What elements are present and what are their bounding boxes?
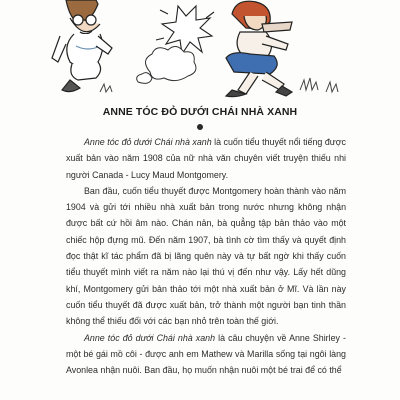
grass-tufts [100,78,338,92]
italic-book-title: Anne tóc đỏ dưới Chái nhà xanh [84,137,212,147]
chapter-title: ANNE TÓC ĐỎ DƯỚI CHÁI NHÀ XANH [102,106,298,118]
body-text [66,134,346,378]
running-girl-figure [226,1,292,96]
dust-clouds [137,46,196,83]
italic-book-title: Anne tóc đỏ dưới Chái nhà xanh [84,332,216,343]
paragraph-3 [66,330,346,379]
boy-with-glasses-figure [52,0,112,92]
paragraph-2 [66,183,346,330]
paragraph-text: Ban đầu, cuốn tiểu thuyết được Montgomery hoàn thành vào năm 1904 và gửi tới nhiều nhà xuất bản trong nước nhưng không nhận được bất cứ hồi âm nào. Chán nản, bà quẳng tập bản thảo vào một chiếc hộp đựng mũ. Đến năm 1907, bà tình cờ tìm thấy và quyết định đọc thật kĩ tác phẩm đã bị lãng quên này và tự bất ngờ khi thấy cuốn tiểu thuyết mình viết ra năm nào lại thú vị đến như vậy. Lấy hết dũng khí, Montgomery gửi bản thảo tới một nhà xuất bản ở Mĩ. Và lần này cuốn tiểu thuyết đã được xuất bản, trở thành một người bạn tinh thần không thể thiếu đối với các bạn nhỏ trên toàn thế giới. [66,185,346,327]
title-bullet-dot [197,124,203,130]
paragraph-text: là câu chuyện về Anne Shirley - một bé gái mồ côi - được anh em Mathew và Marilla sống tại ngôi làng Avonlea nhận nuôi. Ban đầu, họ muốn nhận nuôi một bé trai để có thể [66,332,347,376]
paragraph-text: là cuốn tiểu thuyết nổi tiếng được xuất bản vào năm 1908 của nữ nhà văn chuyên viết truyện thiếu nhi người Canada - Lucy Maud Montgomery. [66,137,346,180]
paragraph-1 [66,134,346,183]
cartoon-illustration [0,0,400,98]
impact-burst [156,6,214,54]
